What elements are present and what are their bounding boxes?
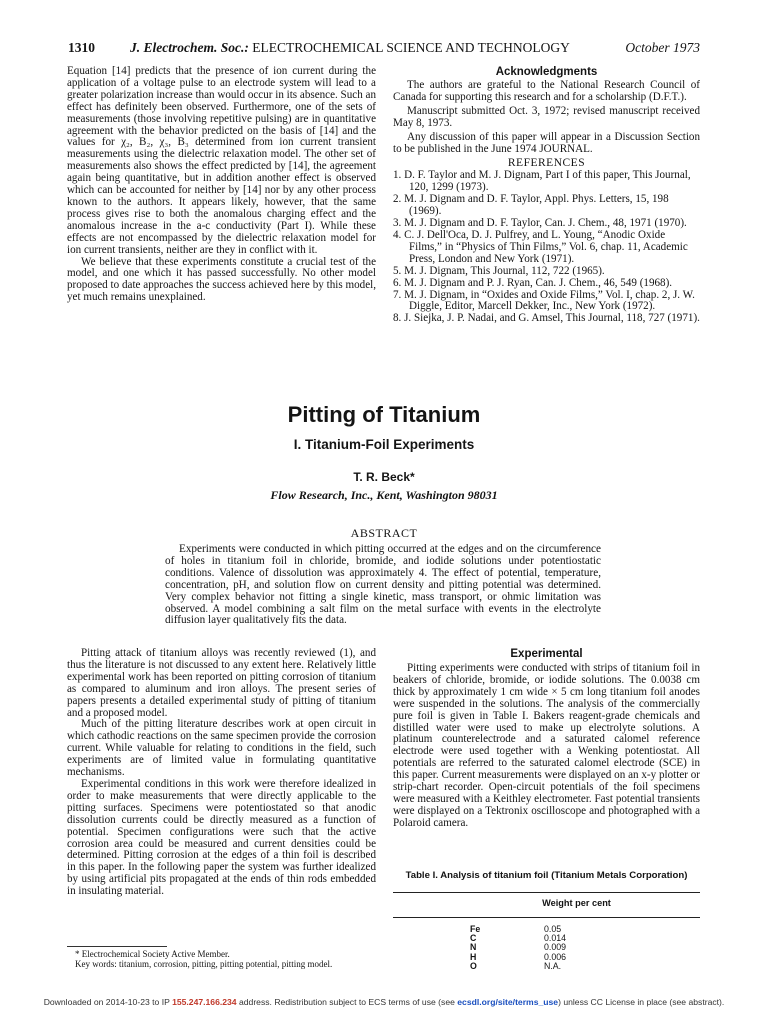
footnote-keywords: Key words: titanium, corrosion, pitting, pitting potential, pitting model. [75, 958, 333, 969]
abstract-text: Experiments were conducted in which pitting occurred at the edges and on the circumference of holes in titanium foil in chloride, bromide, and iodide solutions under potentiostatic conditions. Valence of dissolution was approximately 4. The effect of potential, temperature, concentration, pH, and solution flow on current density and pitting potential was determined. Very complex behavior not fitting a single kinetic, mass transport, or ohmic limitation was observed. A model combining a salt film on the metal surface with events in the electrolyte diffusion layer qualitatively fits the data. [165, 543, 601, 627]
references-heading: REFERENCES [507, 157, 586, 170]
table-element: O [470, 960, 477, 971]
table-body [470, 925, 630, 971]
author-name: T. R. Beck* [353, 470, 415, 484]
acknowledgments-heading: Acknowledgments [495, 66, 598, 78]
discussion-note: Any discussion of this paper will appear in a Discussion Section to be published in the June 1974 JOURNAL. [393, 130, 700, 155]
table-header-rule [393, 917, 700, 918]
reference-item: 8. J. Siejka, J. P. Nadai, and G. Amsel, This Journal, 118, 727 (1971). [393, 312, 700, 325]
article-title: Pitting of Titanium [287, 402, 481, 427]
table-title: Table I. Analysis of titanium foil (Titanium Metals Corporation) [405, 870, 688, 881]
abstract-heading: ABSTRACT [350, 526, 418, 540]
intro-column [67, 648, 376, 898]
reference-item: 2. M. J. Dignam and D. F. Taylor, Appl. Phys. Letters, 15, 198 (1969). [393, 193, 669, 218]
table-value: 0.009 [544, 942, 567, 953]
terms-of-use-link[interactable]: ecsdl.org/site/terms_use [457, 997, 559, 1007]
author-affiliation: Flow Research, Inc., Kent, Washington 98031 [270, 488, 498, 502]
reference-item: 3. M. J. Dignam and D. F. Taylor, Can. J. Chem., 48, 1971 (1970). [393, 217, 687, 230]
manuscript-dates: Manuscript submitted Oct. 3, 1972; revised manuscript received May 8, 1973. [393, 104, 700, 129]
prev-paragraph: Equation [14] predicts that the presence of ion current during the application of a voltage pulse to an electrode system will lead to a greater polarization increase than would occur in its absence. Such an effect has definitely been observed. Furthermore, one of the sets of measurements (those involving repetitive pulsing) are in quantitative agreement with the behavior predicted on the basis of [14] and the values for χ₂, B₂, χ₃, B₃ determined from ion current transient measurements using the dielectric relaxation model. The other set of measurements also shows the effect predicted by [14], the agreement again being quantitative, but in addition another effect is observed which can be accounted for neither by [14] nor by any other process known to the authors. It appears likely, however, that the same process gives rise to both the anomalous charging effect and the anomalous increase in the a-c conductivity (Part I). While these effects are not encompassed by the dielectric relaxation model for ion current transients, neither are they in conflict with it. [67, 65, 376, 256]
journal-name [130, 40, 570, 56]
download-middle: address. Redistribution subject to ECS terms of use (see [236, 997, 458, 1007]
experimental-heading: Experimental [510, 648, 583, 660]
issue-date: October 1973 [625, 40, 700, 55]
footnote-rule [67, 946, 167, 947]
prev-article-left-column [67, 66, 376, 304]
download-prefix: Downloaded on 2014-10-23 to IP [43, 997, 173, 1007]
journal-abbrev: J. Electrochem. Soc.: [130, 40, 249, 55]
reference-item: 5. M. J. Dignam, This Journal, 112, 722 (1965). [393, 264, 605, 277]
intro-paragraph: Pitting attack of titanium alloys was recently reviewed (1), and thus the literature is not discussed to any extent here. Relatively little experimental work has been reported on pitting corrosion of titanium as compared to aluminum and iron alloys. The present series of papers presents a detailed experimental study of pitting of titanium and a proposed model. [67, 647, 376, 719]
page-number: 1310 [68, 40, 95, 55]
download-suffix: ) unless CC License in place (see abstract). [558, 997, 725, 1007]
prev-paragraph: We believe that these experiments constitute a crucial test of the model, and one which it has passed successfully. No other model proposed to date approaches the success achieved here by this model, yet much remains unexplained. [67, 255, 376, 304]
table-element: Fe [470, 924, 481, 934]
acknowledgments-paragraph: The authors are grateful to the National Research Council of Canada for supporting this research and for a scholarship (D.F.T.). [393, 79, 700, 103]
article-subtitle: I. Titanium-Foil Experiments [293, 437, 475, 452]
journal-section: ELECTROCHEMICAL SCIENCE AND TECHNOLOGY [252, 40, 570, 55]
table-element: N [470, 942, 477, 953]
reference-item: 7. M. J. Dignam, in “Oxides and Oxide Films,” Vol. I, chap. 2, J. W. Diggle, Editor, Marcell Dekker, Inc., New York (1972). [393, 288, 695, 313]
experimental-paragraph: Pitting experiments were conducted with strips of titanium foil in beakers of chloride, bromide, or iodide solutions. The 0.0038 cm thick by approximately 1 cm wide × 5 cm long titanium foil anodes were suspended in the solutions. The analysis of the commercially pure foil is given in Table I. Bakers reagent-grade chemicals and distilled water were used to make up electrolyte solutions. A platinum counterelectrode and a saturated calomel reference electrode were used together with a Wenking potentiostat. All potentials are referred to the saturated calomel electrode (SCE) in this paper. Current measurements were displayed on an x-y plotter or strip-chart recorder. Open-circuit potentials of the foil specimens were measured with a Keithley electrometer. Fast potential transients were displayed on a Tektronix oscilloscope and photographed with a Polaroid camera. [393, 662, 700, 829]
table-element: H [470, 951, 477, 962]
footnotes [67, 950, 376, 969]
reference-item: 1. D. F. Taylor and M. J. Dignam, Part I of this paper, This Journal, 120, 1299 (1973). [393, 169, 691, 194]
table-value: N.A. [544, 960, 562, 971]
intro-paragraph: Much of the pitting literature describes work at open circuit in which cathodic reactions on the same specimen provide the corrosion current. While valuable for relating to conditions in the field, such experiments are of limited value in formulating quantitative mechanisms. [67, 718, 376, 779]
reference-item: 6. M. J. Dignam and P. J. Ryan, Can. J. Chem., 46, 549 (1968). [393, 276, 673, 289]
experimental-column [393, 648, 700, 830]
footnote-member: * Electrochemical Society Active Member. [75, 949, 230, 959]
table-top-rule [393, 892, 700, 893]
download-ip-link[interactable]: 155.247.166.234 [172, 997, 237, 1007]
table-value: 0.006 [544, 951, 567, 962]
table-value: 0.014 [544, 933, 567, 944]
intro-paragraph: Experimental conditions in this work were therefore idealized in order to make measurements that were directly applicable to the pitting surfaces. Specimens were potentiostated so that anodic dissolution currents could be directly measured as a function of potential. Specimen configurations were such that the active corrosion area could be measured and current densities could be determined. Pitting corrosion at the edges of a thin foil is described in this paper. In the following paper the system was further idealized by using artificial pits propagated at the ends of thin rods embedded in insulating material. [67, 777, 376, 898]
download-notice [0, 997, 768, 1007]
table-column-header: Weight per cent [542, 898, 611, 908]
reference-item: 4. C. J. Dell'Oca, D. J. Pulfrey, and L. Young, “Anodic Oxide Films,” in “Physics of Thin Films,” Vol. 6, chap. 11, Academic Press, London and New York (1971). [393, 228, 688, 265]
table-row [470, 962, 630, 971]
prev-article-right-column [393, 66, 700, 325]
table-value: 0.05 [544, 924, 562, 934]
running-header [68, 40, 700, 58]
table-element: C [470, 933, 477, 944]
